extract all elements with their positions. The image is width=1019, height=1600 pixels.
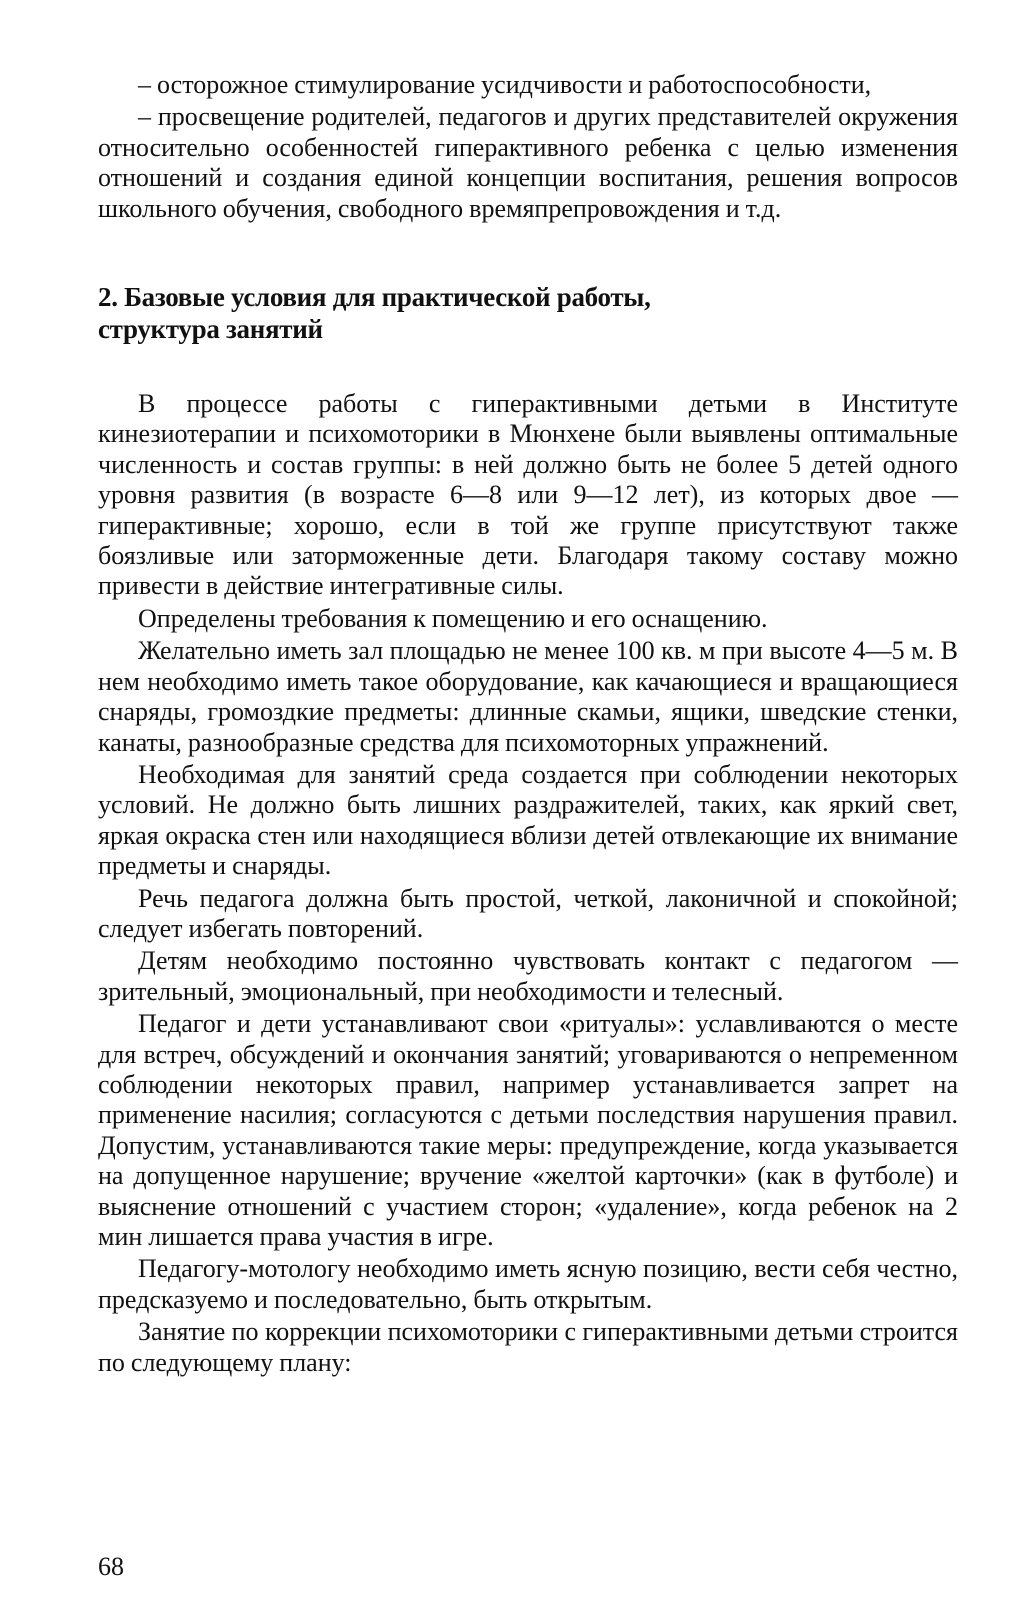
section-heading (98, 281, 958, 345)
paragraph-teacher-speech: Речь педагога должна быть простой, четкой, лаконичной и спокойной; следует избегать повторений. (98, 883, 958, 943)
paragraph-group-composition: В процессе работы с гиперактивными детьми в Институте кинезиотерапии и психомоторики в Мюнхене были выявлены оптимальные численность и состав группы: в ней должно быть не более 5 детей одного уровня развития (в возрасте 6—8 или 9—12 лет), из которых двое — гиперактивные; хорошо, если в той же группе присутствуют также боязливые или заторможенные дети. Благодаря такому составу можно привести в действие интегративные силы. (98, 389, 958, 601)
page-content (98, 70, 958, 1378)
page-number: 68 (98, 1552, 124, 1581)
paragraph-teacher-position: Педагогу-мотологу необходимо иметь ясную позицию, вести себя честно, предсказуемо и последовательно, быть открытым. (98, 1254, 958, 1314)
paragraph-room-requirements: Определены требования к помещению и его оснащению. (138, 603, 768, 633)
paragraph-rituals: Педагог и дети устанавливают свои «ритуалы»: уславливаются о месте для встреч, обсуждений и окончания занятий; уговариваются о непременном соблюдении некоторых правил, например устанавливается запрет на применение насилия; согласуются с детьми последствия нарушения правил. Допустим, устанавливаются такие меры: предупреждение, когда указывается на допущенное нарушение; вручение «желтой карточки» (как в футболе) и выяснение отношений с участием сторон; «удаление», когда ребенок на 2 мин лишается права участия в игре. (98, 1009, 958, 1251)
paragraph-list-item-1: – осторожное стимулирование усидчивости и работоспособности, (138, 70, 872, 99)
paragraph-hall-equipment: Желательно иметь зал площадью не менее 100 кв. м при высоте 4—5 м. В нем необходимо иметь такое оборудование, как качающиеся и вращающиеся снаряды, громоздкие предметы: длинные скамьи, ящики, шведские стенки, канаты, разнообразные средства для психомоторных упражнений. (98, 636, 958, 757)
paragraph-environment: Необходимая для занятий среда создается при соблюдении некоторых условий. Не должно быть лишних раздражителей, таких, как яркий свет, яркая окраска стен или находящиеся вблизи детей отвлекающие их внимание предметы и снаряды. (98, 759, 958, 881)
paragraph-lesson-plan: Занятие по коррекции психомоторики с гиперактивными детьми строится по следующему плану: (98, 1317, 958, 1377)
section-heading-line-1: 2. Базовые условия для практической работы, (98, 282, 651, 313)
section-heading-line-2: структура занятий (98, 314, 323, 345)
paragraph-list-item-2: – просвещение родителей, педагогов и других представителей окружения относительно особенностей гиперактивного ребенка с целью изменения отношений и создания единой концепции воспитания, решения вопросов школьного обучения, свободного времяпрепровождения и т.д. (98, 102, 958, 223)
paragraph-contact: Детям необходимо постоянно чувствовать контакт с педагогом — зрительный, эмоциональный, при необходимости и телесный. (98, 946, 958, 1006)
